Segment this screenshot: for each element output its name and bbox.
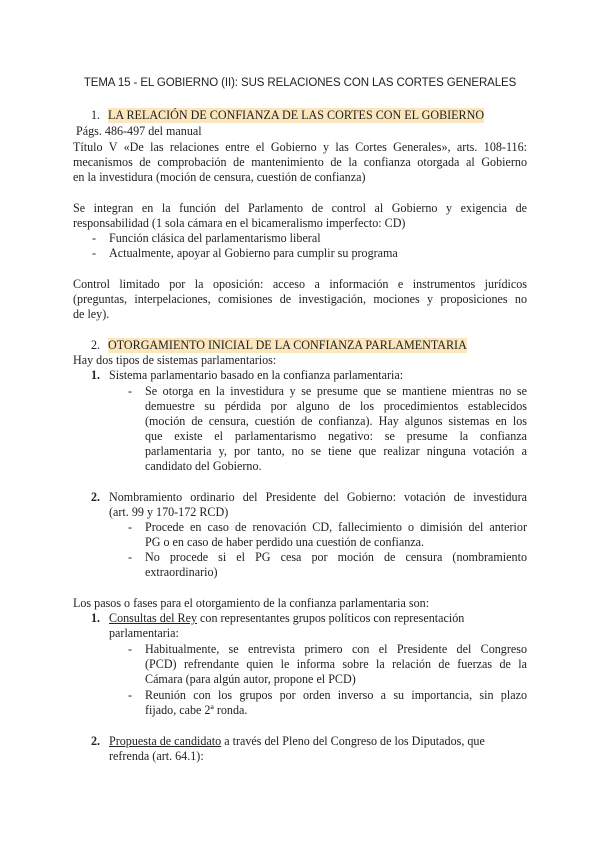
step-2-line-2: refrenda (art. 64.1): [109, 749, 204, 763]
item-2-line-2: (art. 99 y 170-172 RCD) [109, 505, 229, 519]
item-1-text: Sistema parlamentario basado en la confianza parlamentaria: [109, 368, 404, 382]
item-1-sub-line-6: candidato del Gobierno. [145, 459, 262, 473]
bullet-1: Función clásica del parlamentarismo liberal [109, 231, 321, 245]
sub-dash: - [128, 520, 133, 534]
step-1-sub-2-line-1: Reunión con los grupos por orden inverso a su importancia, sin plazo [145, 688, 527, 702]
pages-reference: Págs. 486-497 del manual [76, 124, 202, 138]
step-1-number: 1. [91, 611, 101, 625]
step-1-line-2: parlamentaria: [109, 626, 179, 640]
item-1-sub-line-3: (moción de censura, cuestión de confianza). Hay algunos sistemas en los [145, 414, 527, 428]
paragraph-3-line-1: Control limitado por la oposición: acceso a información e instrumentos jurídicos [73, 277, 527, 291]
item-2-line-1: Nombramiento ordinario del Presidente del Gobierno: votación de investidura [109, 490, 527, 504]
item-2-sub-1-line-1: Procede en caso de renovación CD, fallecimiento o dimisión del anterior [145, 520, 527, 534]
step-1-sub-1-line-2: (PCD) refrendante quien le informa sobre la relación de fuerzas de la [145, 657, 527, 671]
item-1-number: 1. [91, 368, 101, 382]
paragraph-2-line-2: responsabilidad (1 sola cámara en el bicameralismo imperfecto: CD) [73, 216, 406, 230]
step-2-number: 2. [91, 734, 101, 748]
step-2-line-1: Propuesta de candidato a través del Pleno del Congreso de los Diputados, que [109, 734, 485, 748]
step-1-line-1: Consultas del Rey con representantes grupos políticos con representación [109, 611, 465, 625]
sub-dash: - [128, 384, 133, 398]
paragraph-3-line-3: de ley). [73, 307, 110, 321]
paragraph-1-line-2: mecanismos de comprobación de mantenimiento de la confianza otorgada al Gobierno [73, 155, 527, 169]
step-1-sub-1-line-3: Cámara (para algún autor, propone el PCD) [145, 672, 356, 686]
paragraph-1-line-3: en la investidura (moción de censura, cuestión de confianza) [73, 170, 366, 184]
item-2-number: 2. [91, 490, 101, 504]
step-1-sub-1-line-1: Habitualmente, se entrevista primero con el Presidente del Congreso [145, 642, 527, 656]
item-1-sub-line-1: Se otorga en la investidura y se presume que se mantiene mientras no se [145, 384, 527, 398]
item-2-sub-2-line-2: extraordinario) [145, 565, 218, 579]
section-2-heading: OTORGAMIENTO INICIAL DE LA CONFIANZA PARLAMENTARIA [108, 338, 467, 352]
sub-dash: - [128, 550, 133, 564]
step-2-link: Propuesta de candidato [109, 734, 222, 748]
item-1-sub-line-4: que existe el parlamentarismo negativo: se presume la confianza [145, 429, 527, 443]
section-1-heading: LA RELACIÓN DE CONFIANZA DE LAS CORTES CON EL GOBIERNO [108, 108, 485, 122]
item-1-sub-line-2: demuestre su pérdida por alguno de los procedimientos establecidos [145, 399, 527, 413]
section-1-number: 1. [91, 108, 101, 122]
item-1-sub-line-5: parlamentaria y, por tanto, no se tiene que realizar ninguna votación a [145, 444, 527, 458]
step-1-sub-2-line-2: fijado, cabe 2ª ronda. [145, 703, 248, 717]
steps-intro: Los pasos o fases para el otorgamiento de la confianza parlamentaria son: [73, 596, 430, 610]
paragraph-3-line-2: (preguntas, interpelaciones, comisiones de investigación, mociones y proposiciones no [73, 292, 527, 306]
item-2-sub-2-line-1: No procede si el PG cesa por moción de censura (nombramiento [145, 550, 527, 564]
sub-dash: - [128, 688, 133, 702]
bullet-dash: - [92, 246, 97, 260]
paragraph-2-line-1: Se integran en la función del Parlamento de control al Gobierno y exigencia de [73, 201, 527, 215]
section-2-intro: Hay dos tipos de sistemas parlamentarios: [73, 353, 277, 367]
bullet-dash: - [92, 231, 97, 245]
step-1-link: Consultas del Rey [109, 611, 198, 625]
document-title: TEMA 15 - EL GOBIERNO (II): SUS RELACIONES CON LAS CORTES GENERALES [83, 77, 517, 89]
section-2-number: 2. [91, 338, 101, 352]
item-2-sub-1-line-2: PG o en caso de haber perdido una cuestión de confianza. [145, 535, 425, 549]
sub-dash: - [128, 642, 133, 656]
paragraph-1-line-1: Título V «De las relaciones entre el Gobierno y las Cortes Generales», arts. 108-116: [73, 140, 527, 154]
bullet-2: Actualmente, apoyar al Gobierno para cumplir su programa [109, 246, 398, 260]
